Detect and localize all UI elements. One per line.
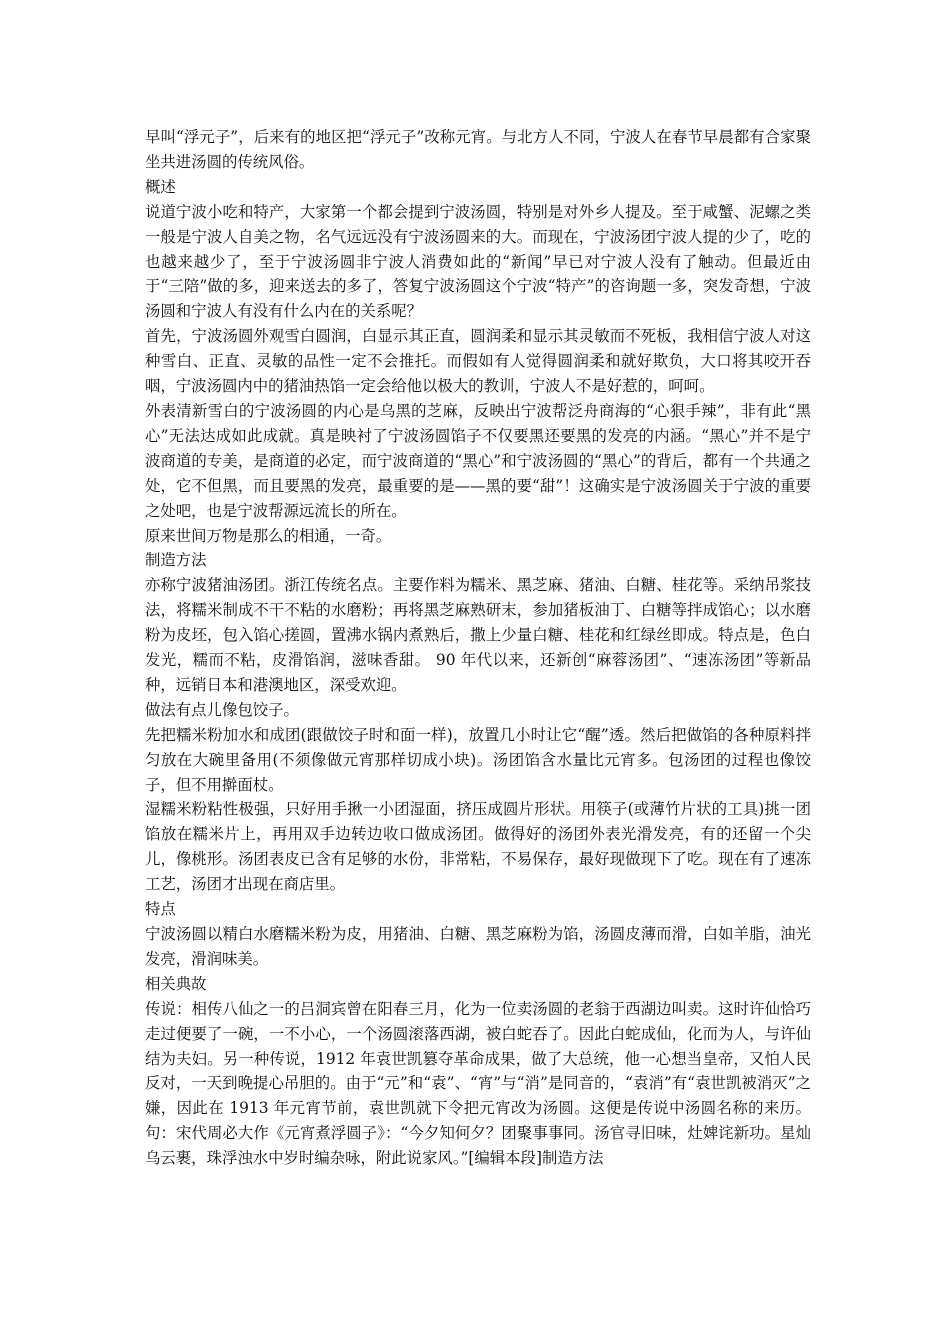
section-heading-overview: 概述 xyxy=(145,177,176,196)
method-paragraph-3: 先把糯米粉加水和成团(跟做饺子时和面一样)，放置几小时让它“醒”透。然后把做馅的各种原料拌匀放在大碗里备用(不须像做元宵那样切成小块)。汤团馅含水量比元宵多。包汤团的过程也像饺子，但不用擀面杖。 xyxy=(145,725,811,794)
features-paragraph: 宁波汤圆以精白水磨糯米粉为皮，用猪油、白糖、黑芝麻粉为馅，汤圆皮薄而滑，白如羊脂，油光发亮，滑润味美。 xyxy=(145,925,811,968)
method-paragraph-4: 湿糯米粉粘性极强，只好用手揪一小团湿面，挤压成圆片形状。用筷子(或薄竹片状的工具)挑一团馅放在糯米片上，再用双手边转边收口做成汤团。做得好的汤团外表光滑发亮，有的还留一个尖儿，像桃形。汤团表皮已含有足够的水份，非常粘，不易保存，最好现做现下了吃。现在有了速冻工艺，汤团才出现在商店里。 xyxy=(145,800,811,894)
section-heading-features: 特点 xyxy=(145,900,176,919)
method-paragraph-1: 亦称宁波猪油汤团。浙江传统名点。主要作料为糯米、黑芝麻、猪油、白糖、桂花等。采纳吊浆技法，将糯米制成不干不粘的水磨粉；再将黑芝麻熟研末，参加猪板油丁、白糖等拌成馅心；以水磨粉为皮坯，包入馅心搓圆，置沸水锅内煮熟后，撒上少量白糖、桂花和红绿丝即成。特点是，色白发光，糯而不粘，皮滑馅润，滋味香甜。 90 年代以来，还新创“麻蓉汤团”、“速冻汤团”等新品种，远销日本和港澳地区，深受欢迎。 xyxy=(145,576,811,694)
overview-paragraph-3: 外表清新雪白的宁波汤圆的内心是乌黑的芝麻，反映出宁波帮泛舟商海的“心狠手辣”，非有此“黑心”无法达成如此成就。真是映衬了宁波汤圆馅子不仅要黑还要黑的发亮的内涵。“黑心”并不是宁波商道的专美，是商道的必定，而宁波商道的“黑心”和宁波汤圆的“黑心”的背后，都有一个共通之处，它不但黑，而且要黑的发亮，最重要的是——黑的要“甜”！这确实是宁波汤圆关于宁波的重要之处吧，也是宁波帮源远流长的所在。 xyxy=(145,401,811,520)
document-body xyxy=(145,125,811,1171)
section-heading-stories: 相关典故 xyxy=(145,974,207,993)
overview-paragraph-4: 原来世间万物是那么的相通，一奇。 xyxy=(145,526,392,545)
intro-paragraph: 早叫“浮元子”，后来有的地区把“浮元子”改称元宵。与北方人不同，宁波人在春节早晨都有合家聚坐共进汤圆的传统风俗。 xyxy=(145,128,811,171)
method-paragraph-2: 做法有点儿像包饺子。 xyxy=(145,700,299,719)
section-heading-method: 制造方法 xyxy=(145,551,207,570)
overview-paragraph-1: 说道宁波小吃和特产，大家第一个都会提到宁波汤圆，特别是对外乡人提及。至于咸蟹、泥螺之类一般是宁波人自美之物，名气远远没有宁波汤圆来的大。而现在，宁波汤团宁波人提的少了，吃的也越来越少了，至于宁波汤圆非宁波人消费如此的“新闻”早已对宁波人没有了触动。但最近由于“三陪”做的多，迎来送去的多了，答复宁波汤圆这个宁波“特产”的咨询题一多，突发奇想，宁波汤圆和宁波人有没有什么内在的关系呢？ xyxy=(145,202,811,321)
overview-paragraph-2: 首先，宁波汤圆外观雪白圆润，白显示其正直，圆润柔和显示其灵敏而不死板，我相信宁波人对这种雪白、正直、灵敏的品性一定不会推托。而假如有人觉得圆润柔和就好欺负，大口将其咬开吞咽，宁波汤圆内中的猪油热馅一定会给他以极大的教训，宁波人不是好惹的，呵呵。 xyxy=(145,327,811,396)
stories-paragraph: 传说：相传八仙之一的吕洞宾曾在阳春三月，化为一位卖汤圆的老翁于西湖边叫卖。这时许仙恰巧走过便要了一碗，一不小心，一个汤圆滚落西湖，被白蛇吞了。因此白蛇成仙，化而为人，与许仙结为夫妇。另一种传说，1912 年袁世凯篡夺革命成果，做了大总统，他一心想当皇帝，又怕人民反对，一天到晚提心吊胆的。由于“元”和“袁”、“宵”与“消”是同音的，“袁消”有“袁世凯被消灭”之嫌，因此在 1913 年元宵节前，袁世凯就下令把元宵改为汤圆。这便是传说中汤圆名称的来历。句：宋代周必大作《元宵煮浮圆子》：“今夕知何夕？团聚事事同。汤官寻旧味，灶婢诧新功。星灿乌云裹，珠浮浊水中岁时编杂咏，附此说家风。”[编辑本段]制造方法 xyxy=(145,999,811,1168)
